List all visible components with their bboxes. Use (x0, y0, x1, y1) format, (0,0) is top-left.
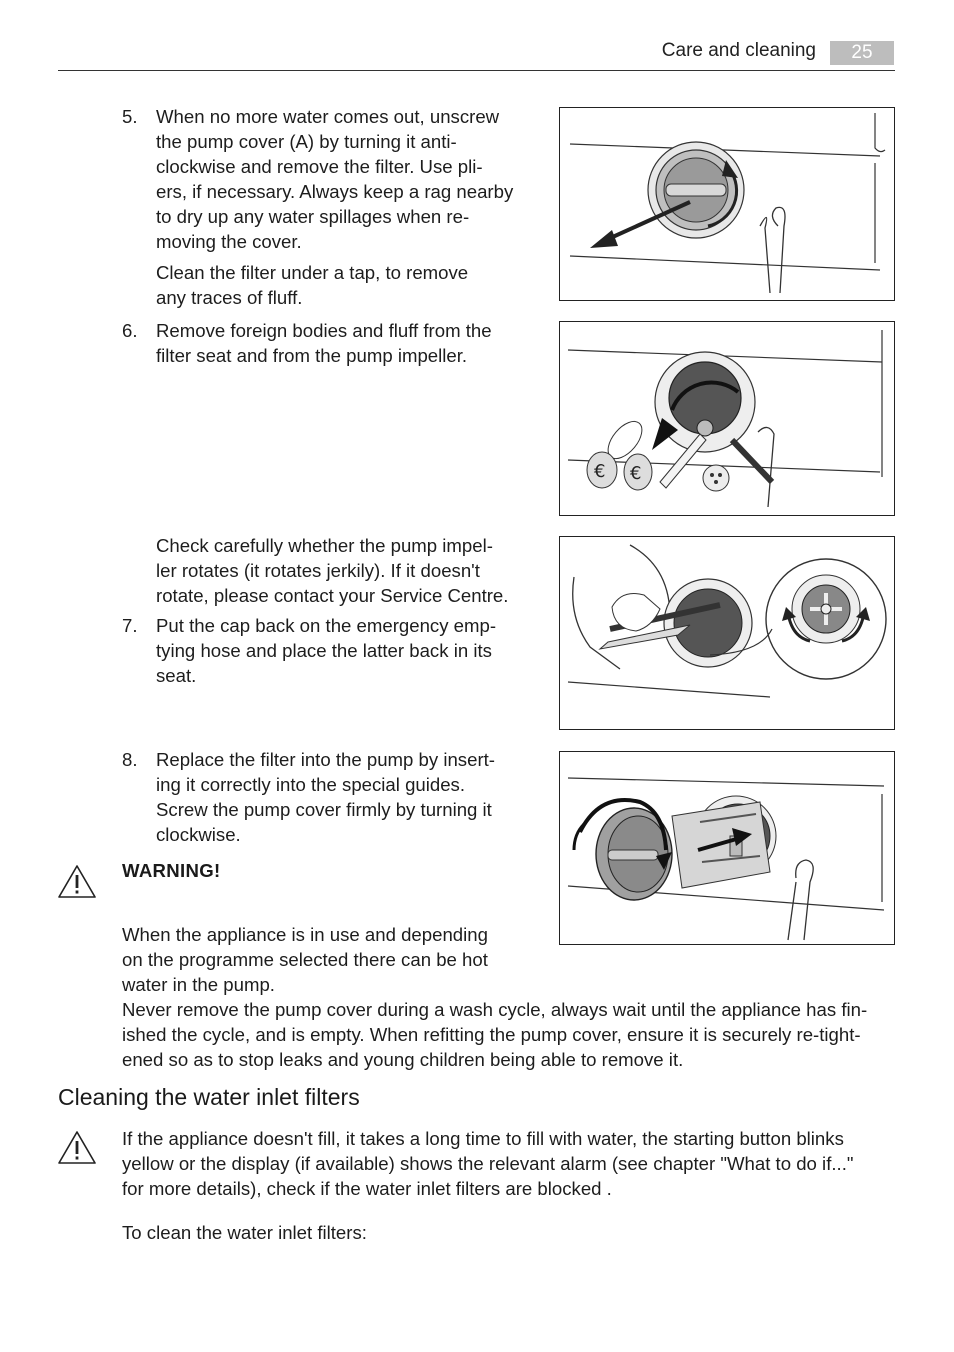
text-line: ers, if necessary. Always keep a rag nearby (156, 181, 514, 202)
figure-remove-foreign-bodies (559, 321, 895, 516)
step-5-number: 5. (122, 106, 138, 127)
text-line: Remove foreign bodies and fluff from the (156, 320, 492, 341)
text-line: filter seat and from the pump impeller. (156, 345, 468, 366)
step-6-extra-text (156, 533, 508, 608)
text-line: to dry up any water spillages when re- (156, 206, 470, 227)
figure-replace-filter (559, 751, 895, 945)
section-closing-text: To clean the water inlet filters: (122, 1222, 367, 1243)
text-line: ing it correctly into the special guides. (156, 774, 466, 795)
text-line: seat. (156, 665, 197, 686)
figure-unscrew-pump-cover (559, 107, 895, 301)
illustration-foreign-bodies (560, 322, 894, 515)
section-text (122, 1126, 853, 1201)
text-line: any traces of fluff. (156, 287, 303, 308)
text-line: If the appliance doesn't fill, it takes a long time to fill with water, the starting button blinks (122, 1128, 844, 1149)
text-line: When the appliance is in use and depending (122, 924, 488, 945)
text-line: ened so as to stop leaks and young children being able to remove it. (122, 1049, 684, 1070)
text-line: Never remove the pump cover during a wash cycle, always wait until the appliance has fin- (122, 999, 868, 1020)
text-line: on the programme selected there can be hot (122, 949, 488, 970)
illustration-impeller (560, 537, 894, 729)
header-section-title: Care and cleaning (661, 40, 816, 61)
figure-check-impeller (559, 536, 895, 730)
illustration-unscrew-cover (560, 108, 894, 300)
step-5-extra-text (156, 260, 468, 310)
step-7-number: 7. (122, 615, 138, 636)
step-6-text (156, 318, 492, 368)
text-line: clockwise. (156, 824, 241, 845)
text-line: Clean the filter under a tap, to remove (156, 262, 469, 283)
text-line: moving the cover. (156, 231, 302, 252)
text-line: the pump cover (A) by turning it anti- (156, 131, 457, 152)
warning-icon (57, 1130, 97, 1166)
svg-text:€: € (630, 463, 642, 484)
text-line: tying hose and place the latter back in its (156, 640, 492, 661)
text-line: clockwise and remove the filter. Use pli- (156, 156, 483, 177)
text-line: ler rotates (it rotates jerkily). If it doesn't (156, 560, 480, 581)
warning-label: WARNING! (122, 860, 221, 881)
section-heading: Cleaning the water inlet filters (58, 1084, 360, 1110)
text-line: Put the cap back on the emergency emp- (156, 615, 497, 636)
warning-icon (57, 864, 97, 900)
text-line: Replace the filter into the pump by insert- (156, 749, 495, 770)
step-8-number: 8. (122, 749, 138, 770)
header-rule (58, 70, 895, 71)
text-line: ished the cycle, and is empty. When refitting the pump cover, ensure it is securely re-tight- (122, 1024, 861, 1045)
page-number: 25 (830, 41, 894, 65)
step-6-number: 6. (122, 320, 138, 341)
illustration-replace-filter (560, 752, 894, 944)
text-line: Screw the pump cover firmly by turning it (156, 799, 492, 820)
text-line: yellow or the display (if available) shows the relevant alarm (see chapter "What to do if..." (122, 1153, 854, 1174)
step-8-text (156, 747, 495, 847)
step-7-text (156, 613, 496, 688)
text-line: Check carefully whether the pump impel- (156, 535, 493, 556)
svg-text:€: € (594, 461, 606, 482)
text-line: When no more water comes out, unscrew (156, 106, 500, 127)
text-line: rotate, please contact your Service Centre. (156, 585, 509, 606)
step-5-text (156, 104, 513, 254)
text-line: for more details), check if the water inlet filters are blocked . (122, 1178, 612, 1199)
text-line: water in the pump. (122, 974, 275, 995)
